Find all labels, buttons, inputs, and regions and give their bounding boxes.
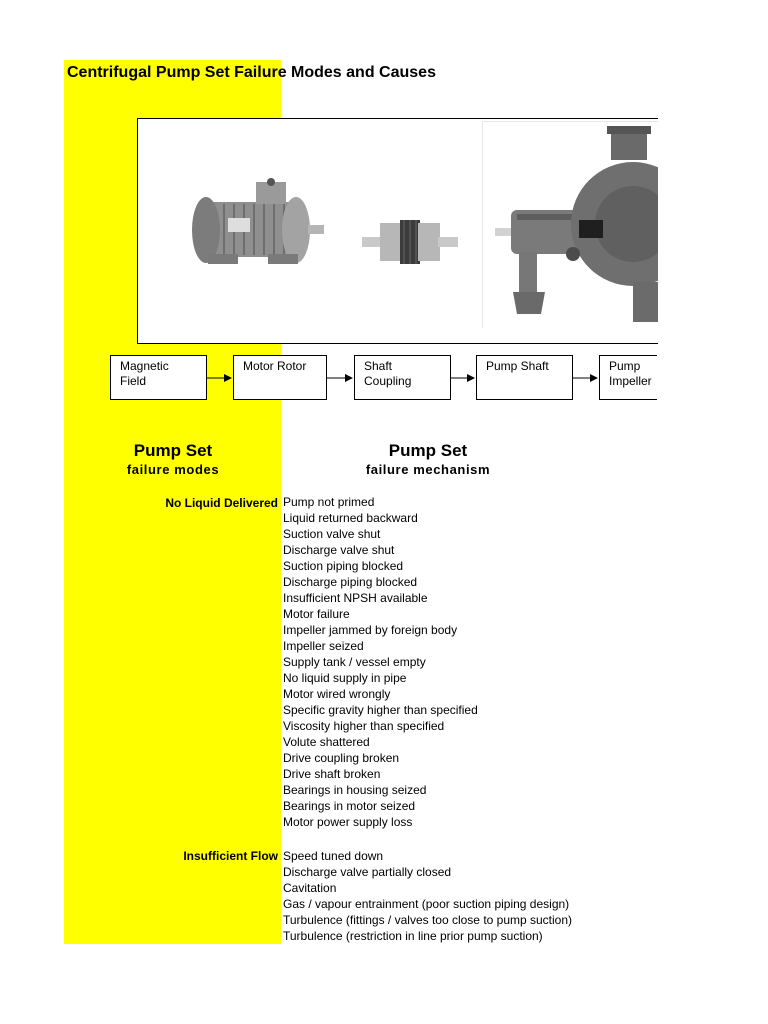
mechanism-item: Liquid returned backward bbox=[283, 511, 418, 525]
chain-box-motor-rotor: Motor Rotor bbox=[233, 355, 327, 400]
mechanism-item: Gas / vapour entrainment (poor suction piping design) bbox=[283, 897, 570, 911]
failure-mechanism-subtitle: failure mechanism bbox=[365, 462, 491, 477]
motor-photo bbox=[184, 162, 326, 278]
mechanism-item: Bearings in motor seized bbox=[283, 799, 416, 813]
equipment-photo-frame bbox=[137, 118, 658, 344]
failure-modes-title: Pump Set bbox=[133, 441, 213, 460]
mechanism-item: Volute shattered bbox=[283, 735, 370, 749]
mechanism-item: Discharge valve partially closed bbox=[283, 865, 452, 879]
mechanism-item: Impeller jammed by foreign body bbox=[283, 623, 458, 637]
failure-modes-header bbox=[100, 441, 246, 479]
chain-box-pump-impeller: Pump Impeller bbox=[599, 355, 657, 400]
failure-modes-subtitle: failure modes bbox=[126, 462, 220, 477]
failure-mode-label: Insufficient Flow bbox=[183, 849, 278, 863]
mechanism-item: Pump not primed bbox=[283, 495, 375, 509]
chain-box-pump-shaft: Pump Shaft bbox=[476, 355, 573, 400]
mechanism-item: Drive coupling broken bbox=[283, 751, 400, 765]
chain-box-shaft-coupling: Shaft Coupling bbox=[354, 355, 451, 400]
mechanism-item: Insufficient NPSH available bbox=[283, 591, 428, 605]
mechanism-item: Bearings in housing seized bbox=[283, 783, 427, 797]
mechanism-item: Motor power supply loss bbox=[283, 815, 413, 829]
mechanism-item: Motor wired wrongly bbox=[283, 687, 391, 701]
mechanism-item: No liquid supply in pipe bbox=[283, 671, 407, 685]
mechanism-item: Discharge piping blocked bbox=[283, 575, 418, 589]
failure-mechanism-header bbox=[350, 441, 506, 479]
pump-photo bbox=[482, 121, 658, 328]
page-title: Centrifugal Pump Set Failure Modes and Causes bbox=[67, 64, 436, 81]
mechanism-item: Supply tank / vessel empty bbox=[283, 655, 426, 669]
failure-mechanism-title: Pump Set bbox=[388, 441, 468, 460]
mechanism-item: Viscosity higher than specified bbox=[283, 719, 445, 733]
mechanism-item: Specific gravity higher than specified bbox=[283, 703, 478, 717]
mechanism-item: Suction valve shut bbox=[283, 527, 381, 541]
mechanism-item: Motor failure bbox=[283, 607, 350, 621]
mechanism-item: Suction piping blocked bbox=[283, 559, 404, 573]
mechanism-item: Cavitation bbox=[283, 881, 337, 895]
mechanism-item: Speed tuned down bbox=[283, 849, 384, 863]
mechanism-item: Discharge valve shut bbox=[283, 543, 395, 557]
chain-box-magnetic-field: Magnetic Field bbox=[110, 355, 207, 400]
mechanism-item: Drive shaft broken bbox=[283, 767, 381, 781]
mechanism-list-insufficient-flow bbox=[283, 848, 572, 944]
mechanism-item: Impeller seized bbox=[283, 639, 364, 653]
mechanism-item: Turbulence (fittings / valves too close to pump suction) bbox=[283, 913, 573, 927]
mechanism-list-no-liquid bbox=[283, 494, 478, 830]
mechanism-item: Turbulence (restriction in line prior pump suction) bbox=[283, 929, 543, 943]
coupling-photo bbox=[360, 213, 460, 271]
failure-mode-label: No Liquid Delivered bbox=[165, 496, 278, 510]
